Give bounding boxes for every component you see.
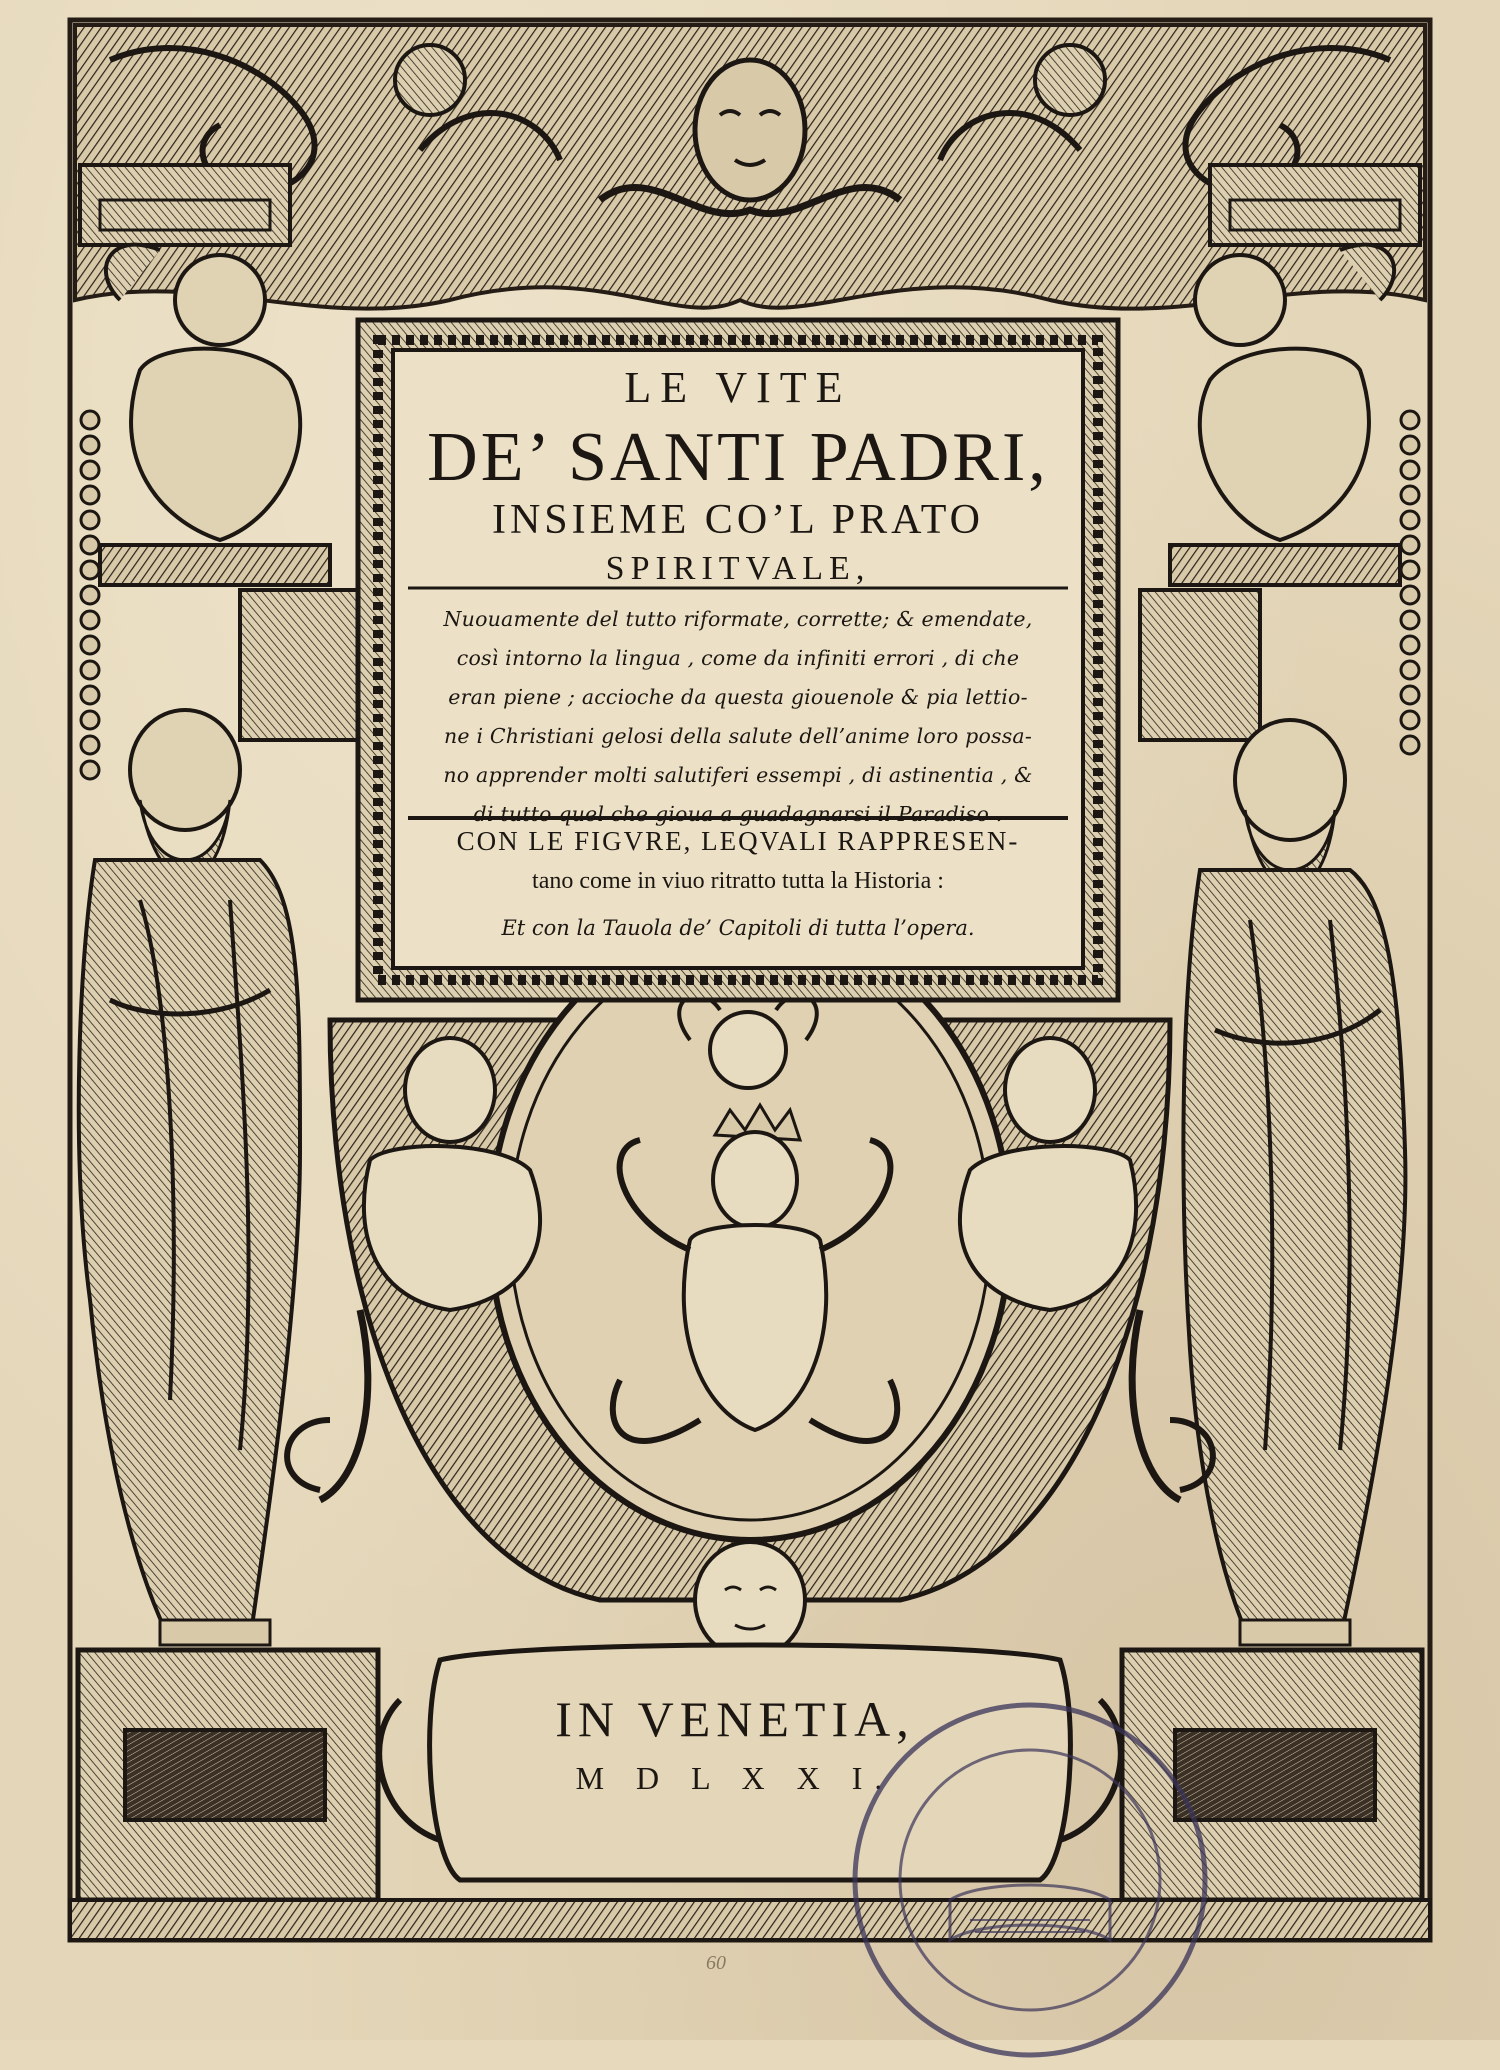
pencil-annotation: 60 <box>706 1952 726 1974</box>
title-line-1: LE VITE <box>624 363 852 412</box>
title-line-4: SPIRITVALE, <box>605 550 871 587</box>
imprint-place: IN VENETIA, <box>555 1691 915 1747</box>
figures-line-2: tano come in viuo ritratto tutta la Historia : <box>532 868 944 894</box>
title-block <box>393 350 1083 968</box>
putto-right <box>1170 245 1400 585</box>
description-line: così intorno la lingua , come da infiniti errori , di che <box>456 646 1020 670</box>
description-line: Nuouamente del tutto riformate, corrette; & emendate, <box>443 607 1033 631</box>
title-line-2: DE’ SANTI PADRI, <box>427 419 1049 496</box>
description-line: di tutto quel che gioua a guadagnarsi il Paradiso . <box>473 802 1003 826</box>
table-line: Et con la Tauola de’ Capitoli di tutta l’opera. <box>501 916 975 940</box>
hermit-figure-right <box>1183 720 1405 1645</box>
hermit-figure-left <box>79 710 300 1645</box>
imprint-year: M D L X X I. <box>575 1760 895 1796</box>
description-line: ne i Christiani gelosi della salute dell’anime loro possa- <box>444 724 1032 748</box>
description-line: no apprender molti salutiferi essempi , di astinentia , & <box>443 763 1033 787</box>
figures-line-1: CON LE FIGVRE, LEQVALI RAPPRESEN- <box>456 826 1020 856</box>
mask-bottom <box>695 1542 805 1658</box>
description-line: eran piene ; accioche da questa giouenole & pia lettio- <box>448 685 1028 709</box>
library-stamp <box>840 1690 1220 2070</box>
title-line-3: INSIEME CO’L PRATO <box>491 497 985 543</box>
description <box>393 600 1083 834</box>
